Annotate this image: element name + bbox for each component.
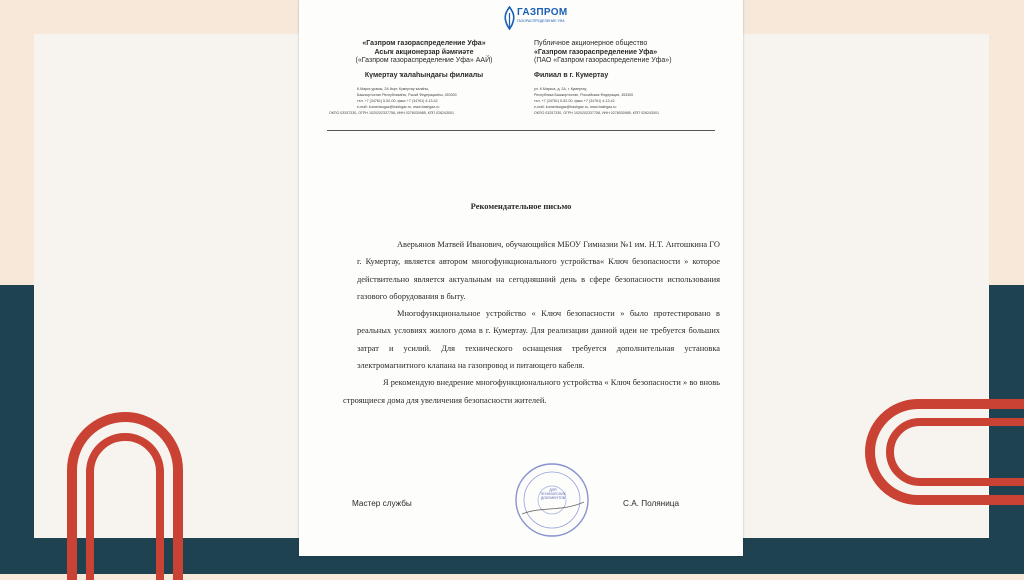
header-right <box>534 40 724 116</box>
signature-name: С.А. Поляница <box>623 499 680 508</box>
paragraph-3: Я рекомендую внедрение многофункционального устройства « Ключ безопасности » во вновь строящиеся дома для увеличения безопасности жителей. <box>343 378 720 405</box>
gazprom-logo <box>499 4 569 34</box>
header-left-addr1: К.Маркс урамы, 2А йорт, Күмертау ҡалаһы, <box>357 87 430 91</box>
flame-icon <box>503 6 516 30</box>
right-arch-decoration <box>856 398 1024 508</box>
header-right-addr1: ул. К.Маркса, д. 2А, г. Кумертау, <box>534 87 587 91</box>
header-left-line3: («Газпром газораспределение Уфа» ААЙ) <box>355 57 493 64</box>
header-right-line1: Публичное акционерное общество <box>534 40 648 47</box>
recommendation-letter <box>299 0 743 556</box>
paragraph-1: Аверьянов Матвей Иванович, обучающийся МБОУ Гимназии №1 им. Н.Т. Антошкина ГО г. Кумертау, является автором многофункционального устройства« Ключ безопасности » которое действительно является актуальным на сегодняшний день в сфере безопасности использования газового оборудования в быту. <box>357 240 720 301</box>
header-right-phone: тел. +7 (34761) 5-52-00, факс +7 (34761) 4-13-42 <box>534 99 615 103</box>
header-left <box>329 40 519 116</box>
company-stamp <box>512 462 592 542</box>
logo-name: ГАЗПРОМ <box>517 7 568 18</box>
signature-role: Мастер службы <box>352 499 412 508</box>
logo-subtitle: ГАЗОРАСПРЕДЕЛЕНИЕ УФА <box>517 19 565 23</box>
header-divider <box>327 130 715 131</box>
header-right-line2: «Газпром газораспределение Уфа» <box>534 48 658 56</box>
left-arch-decoration <box>60 400 190 580</box>
stamp-circle-icon <box>512 462 592 542</box>
header-right-line3: (ПАО «Газпром газораспределение Уфа») <box>534 57 672 64</box>
header-left-addr2: Башҡортостан Республикаһы, Рәсәй Федерацияһы, 453300 <box>357 93 457 97</box>
header-left-line1: «Газпром газораспределение Уфа» <box>362 40 486 47</box>
header-left-phone: тел. +7 (34761) 5-52-00, факс +7 (34761) 4-13-42 <box>357 99 438 103</box>
header-right-branch: Филиал в г. Кумертау <box>534 71 609 79</box>
header-left-email: e-mail: kumertaugaz@bashgaz.ru, www.bashgaz.ru <box>357 105 440 109</box>
letter-body <box>343 236 720 409</box>
header-right-ids: ОКПО 03257330, ОГРН 1020202337758, ИНН 0278030985, КПП 026243001 <box>534 111 659 115</box>
header-right-addr2: Республика Башкортостан, Российская Федерация, 453300 <box>534 93 634 97</box>
letter-title: Рекомендательное письмо <box>470 201 572 211</box>
stamp-text: ДЛЯ ТЕХНИЧЕСКИХ ДОКУМЕНТОВ <box>540 488 566 500</box>
header-left-branch: Күмертау ҡалаһындағы филиалы <box>364 71 484 79</box>
header-left-line2: Асыҡ акционерзар йәмғиәте <box>374 48 474 56</box>
header-right-email: e-mail: kumertaugaz@bashgaz.ru, www.bashgaz.ru <box>534 105 617 109</box>
paragraph-2: Многофункциональное устройство « Ключ безопасности » было протестировано в реальных условиях жилого дома в г. Кумертау. Для реализации данной идеи не требуется больших затрат и усилий. Для технического оснащения требуется дополнительная установка электромагнитного клапана на газопровод и питающего кабеля. <box>357 309 720 371</box>
header-left-ids: ОКПО 03257330, ОГРН 1020202337758, ИНН 0278030985, КПП 026243001 <box>329 111 454 115</box>
